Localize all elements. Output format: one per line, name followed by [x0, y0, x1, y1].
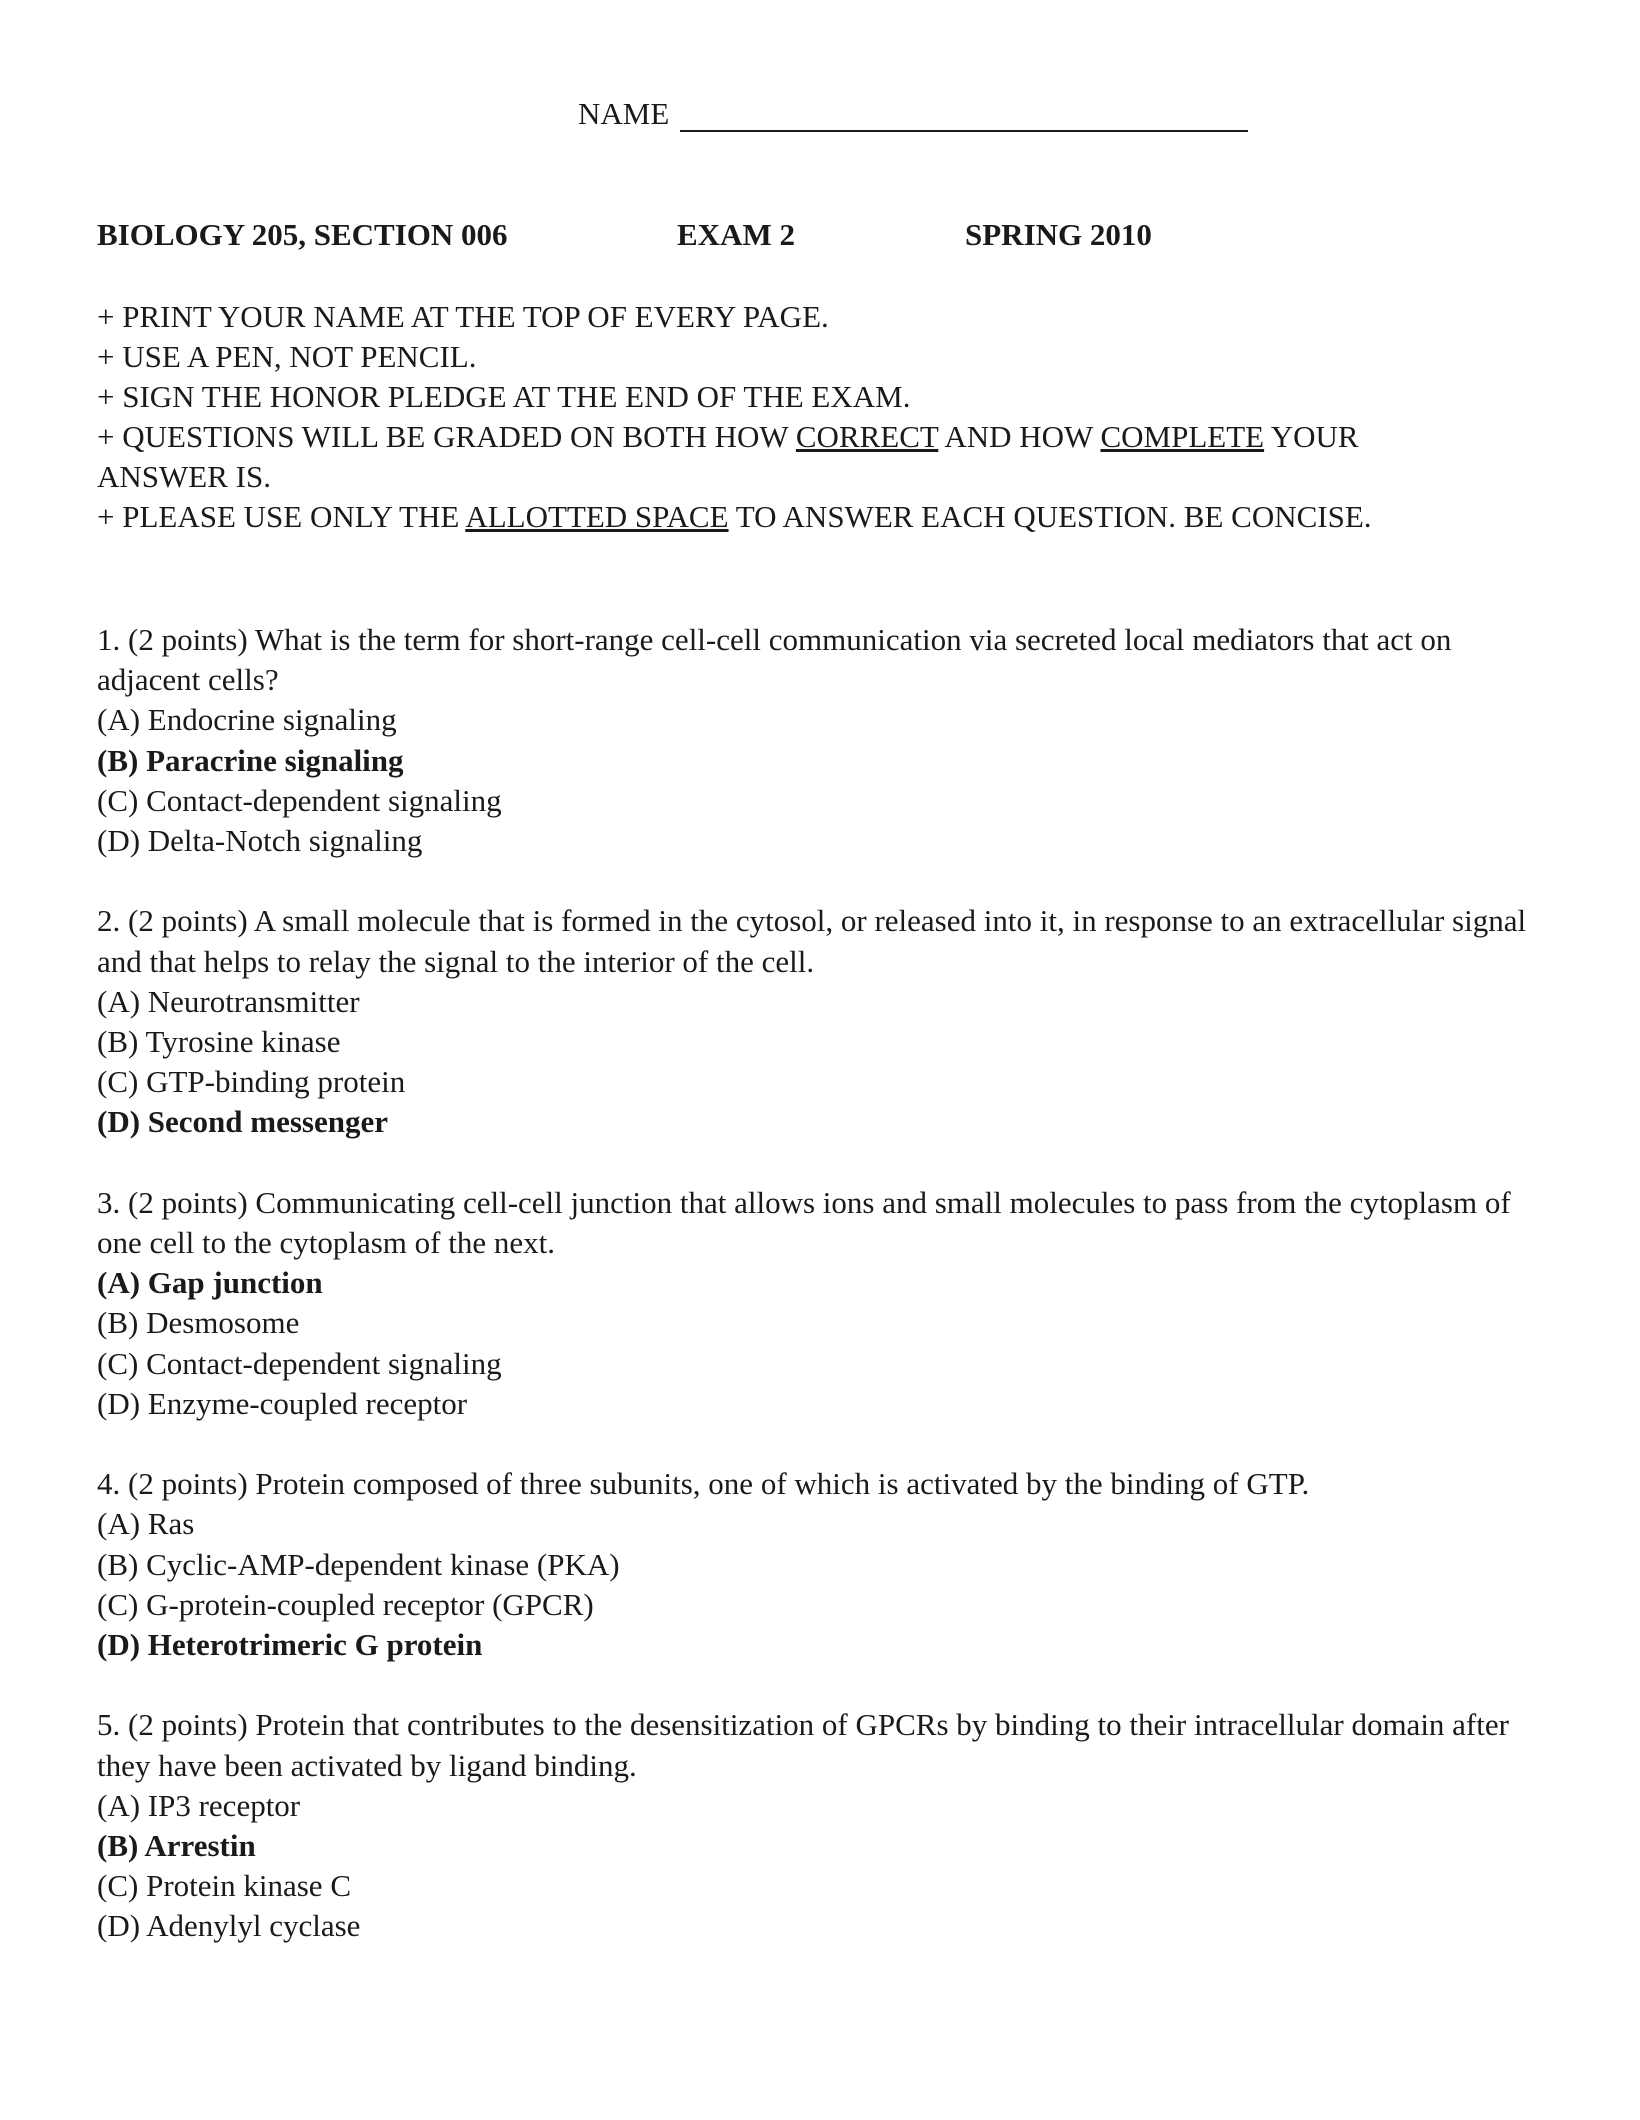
answer-option: (A) Ras	[97, 1506, 195, 1542]
question-stem: 1. (2 points) What is the term for short-range cell-cell communication via secreted local mediators that act on adjacent cells?	[97, 622, 1452, 698]
answer-option: (A) Neurotransmitter	[97, 983, 360, 1019]
instruction-text: + QUESTIONS WILL BE GRADED ON BOTH HOW	[97, 419, 796, 454]
question-4	[97, 1464, 1557, 1665]
instruction-text: YOUR	[1264, 419, 1359, 454]
answer-option-correct: (A) Gap junction	[97, 1265, 323, 1301]
instruction-emphasis: COMPLETE	[1100, 419, 1265, 454]
answer-option: (C) Contact-dependent signaling	[97, 782, 502, 818]
answer-option: (C) GTP-binding protein	[97, 1064, 406, 1100]
answer-option: (C) Protein kinase C	[97, 1868, 351, 1904]
name-blank-line	[680, 130, 1248, 132]
question-stem: 2. (2 points) A small molecule that is formed in the cytosol, or released into it, in response to an extracellular signal and that helps to relay the signal to the interior of the cell.	[97, 903, 1527, 979]
course-title: BIOLOGY 205, SECTION 006	[97, 217, 508, 252]
answer-option-correct: (B) Arrestin	[97, 1828, 256, 1864]
question-2	[97, 901, 1557, 1142]
answer-option-correct: (B) Paracrine signaling	[97, 742, 404, 778]
question-stem: 5. (2 points) Protein that contributes to the desensitization of GPCRs by binding to their intracellular domain after they have been activated by ligand binding.	[97, 1707, 1509, 1783]
instruction-line	[97, 417, 1557, 457]
answer-option: (D) Delta-Notch signaling	[97, 823, 423, 859]
instruction-line: + PRINT YOUR NAME AT THE TOP OF EVERY PAGE.	[97, 299, 829, 334]
answer-option: (D) Enzyme-coupled receptor	[97, 1385, 468, 1421]
instruction-line: ANSWER IS.	[97, 459, 271, 494]
answer-option: (B) Desmosome	[97, 1305, 300, 1341]
exam-header	[97, 217, 1557, 257]
answer-option-correct: (D) Heterotrimeric G protein	[97, 1627, 483, 1663]
answer-option: (B) Tyrosine kinase	[97, 1024, 341, 1060]
instructions	[97, 297, 1557, 537]
question-1	[97, 620, 1557, 861]
exam-title: EXAM 2	[677, 217, 795, 252]
instruction-text: TO ANSWER EACH QUESTION. BE CONCISE.	[728, 499, 1372, 534]
instruction-line: + SIGN THE HONOR PLEDGE AT THE END OF THE EXAM.	[97, 379, 911, 414]
answer-option: (C) G-protein-coupled receptor (GPCR)	[97, 1586, 594, 1622]
question-stem: 3. (2 points) Communicating cell-cell junction that allows ions and small molecules to pass from the cytoplasm of one cell to the cytoplasm of the next.	[97, 1184, 1511, 1261]
name-label: NAME	[578, 96, 670, 131]
exam-term: SPRING 2010	[965, 217, 1152, 252]
answer-option-correct: (D) Second messenger	[97, 1104, 389, 1140]
instruction-emphasis: ALLOTTED SPACE	[465, 499, 729, 534]
answer-option: (C) Contact-dependent signaling	[97, 1345, 502, 1381]
question-5	[97, 1705, 1557, 1946]
question-3	[97, 1183, 1557, 1424]
answer-option: (B) Cyclic-AMP-dependent kinase (PKA)	[97, 1546, 620, 1582]
answer-option: (D) Adenylyl cyclase	[97, 1908, 361, 1944]
instruction-emphasis: CORRECT	[795, 419, 939, 454]
question-list	[97, 620, 1557, 1987]
instruction-text: + PLEASE USE ONLY THE	[97, 499, 466, 534]
answer-option: (A) IP3 receptor	[97, 1787, 301, 1823]
question-stem: 4. (2 points) Protein composed of three subunits, one of which is activated by the binding of GTP.	[97, 1466, 1310, 1502]
answer-option: (A) Endocrine signaling	[97, 702, 397, 738]
instruction-line	[97, 497, 1557, 537]
instruction-text: AND HOW	[938, 419, 1101, 454]
instruction-line: + USE A PEN, NOT PENCIL.	[97, 339, 477, 374]
